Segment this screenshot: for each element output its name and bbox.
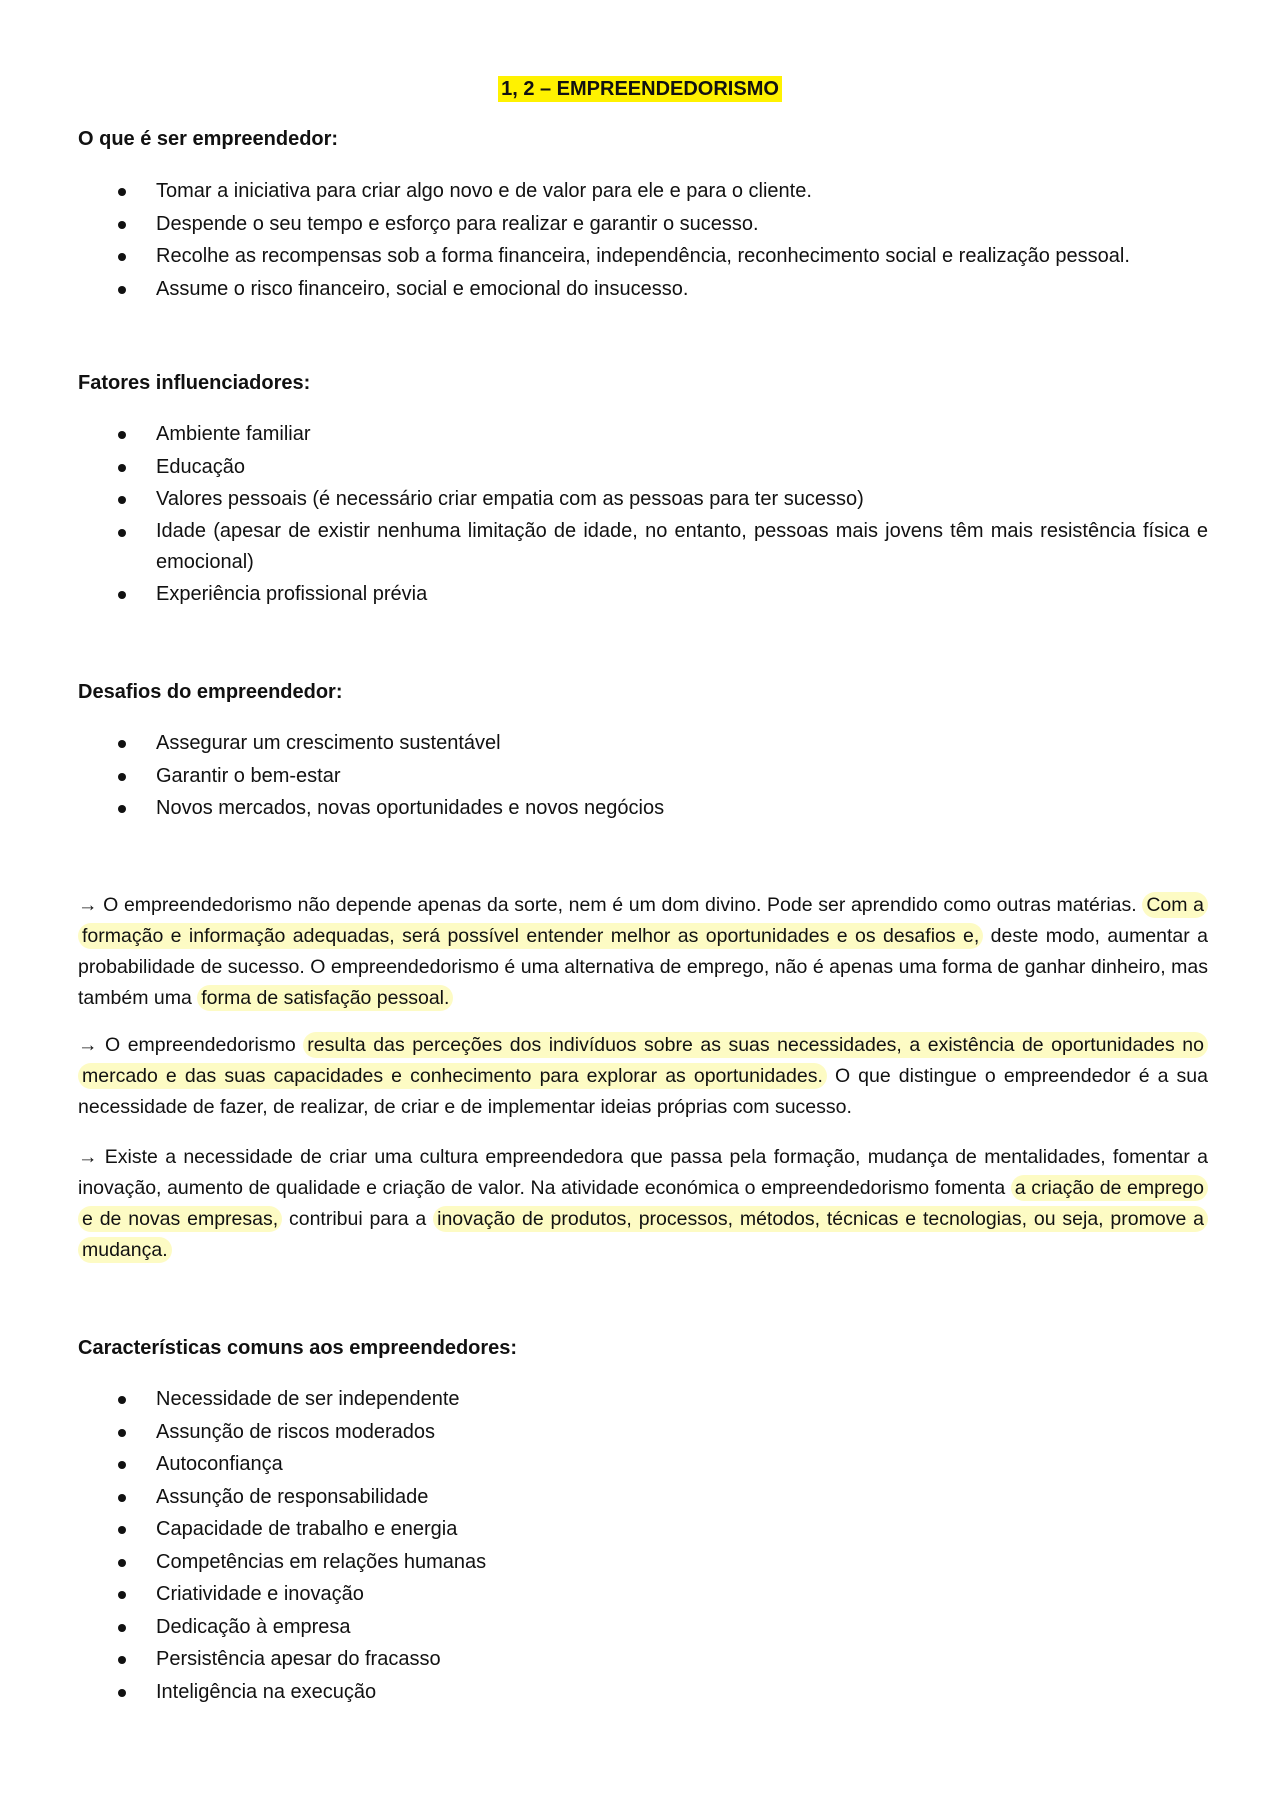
paragraph-text: O que distingue o empreendedor é a sua necessidade de fazer, de realizar, de criar e de implementar ideias próprias com sucesso. xyxy=(78,1065,1208,1118)
bullet-list-caracteristicas xyxy=(78,1383,1208,1708)
paragraph-text: → Existe a necessidade de criar uma cultura empreendedora que passa pela formação, mudança de mentalidades, fomentar a inovação, aumento de qualidade e criação de valor. Na atividade económica o empreendedorismo fomenta xyxy=(78,1146,1208,1199)
paragraph-sorte xyxy=(78,890,1208,1014)
highlighted-text: forma de satisfação pessoal. xyxy=(197,985,453,1011)
highlighted-text: Com a formação e informação adequadas, será possível entender melhor as oportunidades e os desafios e, xyxy=(78,892,1208,949)
list-item: Recolhe as recompensas sob a forma financeira, independência, reconhecimento social e realização pessoal. xyxy=(78,240,1208,273)
list-item: Persistência apesar do fracasso xyxy=(78,1643,1208,1676)
paragraph-cultura xyxy=(78,1142,1208,1266)
list-item: Competências em relações humanas xyxy=(78,1546,1208,1579)
highlighted-text: inovação de produtos, processos, métodos, técnicas e tecnologias, ou seja, promove a mudança. xyxy=(78,1206,1208,1263)
list-item: Criatividade e inovação xyxy=(78,1578,1208,1611)
list-item: Inteligência na execução xyxy=(78,1676,1208,1709)
list-item: Assunção de riscos moderados xyxy=(78,1416,1208,1449)
section-heading-fatores: Fatores influenciadores: xyxy=(78,372,311,394)
list-item: Ambiente familiar xyxy=(78,418,1208,451)
list-item: Despende o seu tempo e esforço para realizar e garantir o sucesso. xyxy=(78,208,1208,241)
section-heading-o-que-e: O que é ser empreendedor: xyxy=(78,128,339,150)
bullet-list-fatores xyxy=(78,418,1208,610)
bullet-list-desafios xyxy=(78,727,1208,825)
list-item: Necessidade de ser independente xyxy=(78,1383,1208,1416)
list-item: Garantir o bem-estar xyxy=(78,760,1208,793)
bullet-list-o-que-e xyxy=(78,175,1208,305)
section-heading-caracteristicas: Características comuns aos empreendedores: xyxy=(78,1337,518,1359)
list-item: Assunção de responsabilidade xyxy=(78,1481,1208,1514)
list-item: Dedicação à empresa xyxy=(78,1611,1208,1644)
list-item: Autoconfiança xyxy=(78,1448,1208,1481)
title-row xyxy=(0,78,1280,101)
list-item: Assume o risco financeiro, social e emocional do insucesso. xyxy=(78,273,1208,306)
paragraph-text: contribui para a xyxy=(282,1208,434,1230)
list-item: Tomar a iniciativa para criar algo novo e de valor para ele e para o cliente. xyxy=(78,175,1208,208)
paragraph-text: → O empreendedorismo xyxy=(78,1034,304,1056)
highlighted-text: resulta das perceções dos indivíduos sobre as suas necessidades, a existência de oportunidades no mercado e das suas capacidades e conhecimento para explorar as oportunidades. xyxy=(78,1032,1208,1089)
paragraph-text: → O empreendedorismo não depende apenas da sorte, nem é um dom divino. Pode ser aprendido como outras matérias. xyxy=(78,894,1143,916)
list-item: Educação xyxy=(78,451,1208,484)
list-item: Experiência profissional prévia xyxy=(78,578,1208,611)
highlighted-text: a criação de emprego e de novas empresas, xyxy=(78,1175,1208,1232)
list-item: Capacidade de trabalho e energia xyxy=(78,1513,1208,1546)
list-item: Assegurar um crescimento sustentável xyxy=(78,727,1208,760)
list-item: Novos mercados, novas oportunidades e novos negócios xyxy=(78,792,1208,825)
page-title: 1, 2 – EMPREENDEDORISMO xyxy=(498,76,782,102)
paragraph-percecoes xyxy=(78,1030,1208,1123)
list-item: Idade (apesar de existir nenhuma limitação de idade, no entanto, pessoas mais jovens têm mais resistência física e emocional) xyxy=(78,516,1208,578)
list-item: Valores pessoais (é necessário criar empatia com as pessoas para ter sucesso) xyxy=(78,483,1208,516)
section-heading-desafios: Desafios do empreendedor: xyxy=(78,681,343,703)
paragraph-text: deste modo, aumentar a probabilidade de sucesso. O empreendedorismo é uma alternativa de emprego, não é apenas uma forma de ganhar dinheiro, mas também uma xyxy=(78,925,1208,1009)
